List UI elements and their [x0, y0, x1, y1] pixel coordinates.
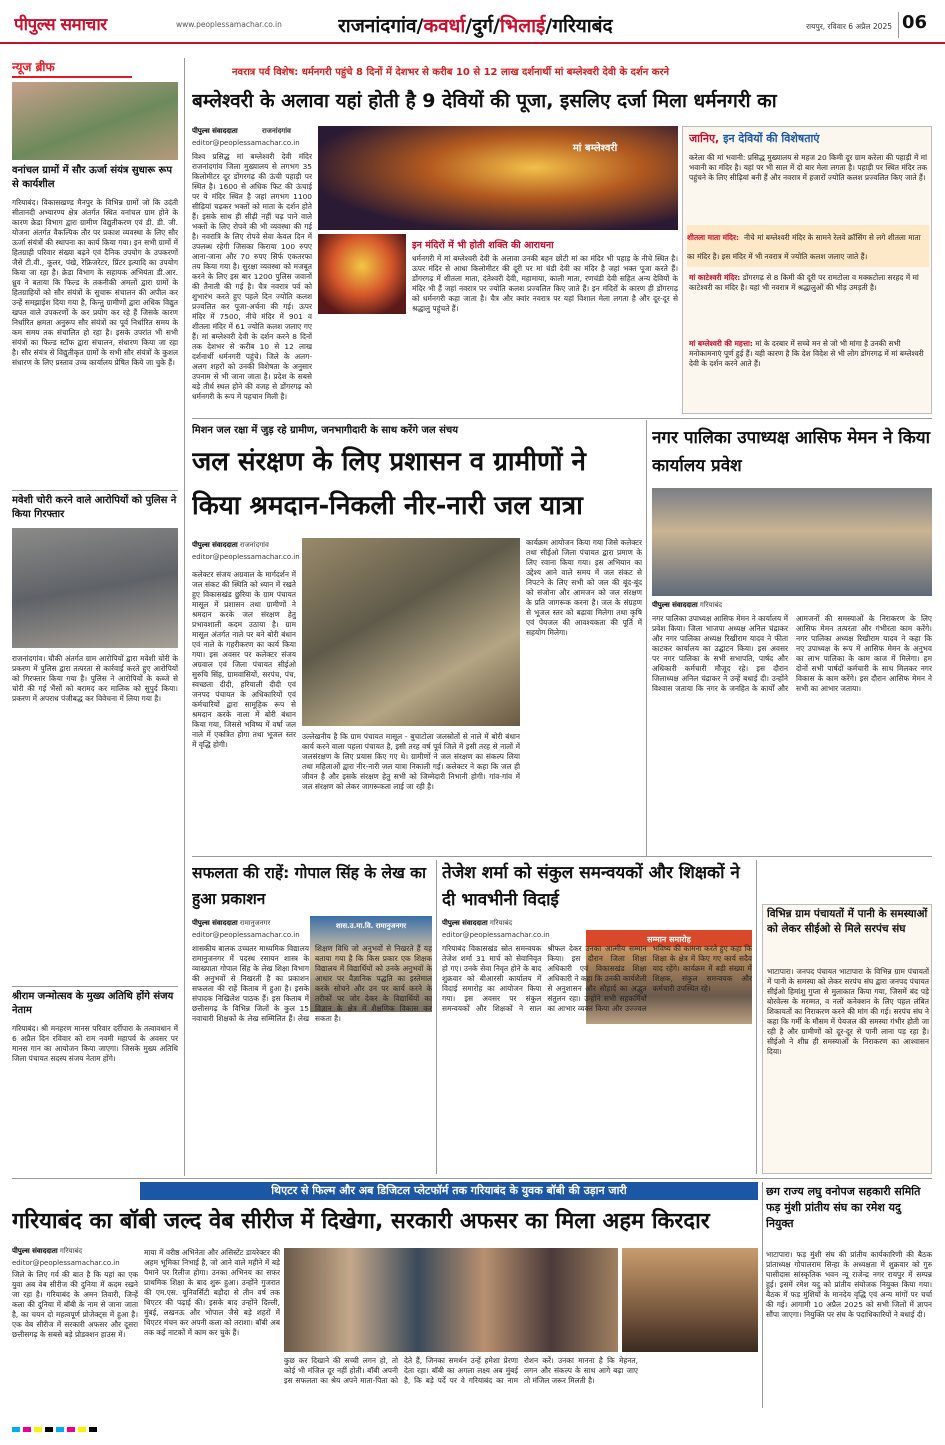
features-p4: मां के दरबार में सच्चे मन से जो भी मांगा है उनकी सभी मनोकामनाएं पूर्ण हुई हैं। यही कारण है कि देश विदेश से भी लोग डोंगरगढ़ में मां बम्लेश्वरी देवी के दर्शन करने आते हैं। — [689, 339, 924, 368]
a5-email: editor@peoplessamachar.co.in — [442, 931, 550, 939]
a2-body-1: कलेक्टर संजय अग्रवाल के मार्गदर्शन में जल संकट की स्थिति को ध्यान में रखते हुए विकासखंड छुरिया के ग्राम पंचायत मासूल में प्रशासन तथा ग्रामीणों ने श्रमदान करके जल संरक्षण हेतु प्रभावशाली कदम उठाया है। ग्राम मासूल अंतर्गत नाले पर बने बोरी बंधान एवं नाले के गहरीकरण का कार्य किया गया। इस अवसर पर कलेक्टर संजय अग्रवाल एवं जिला पंचायत सीईओ सुरुचि सिंह, ग्रामवासियों, सरपंच, पंच, स्वच्छता दीदी, हरियाली दीदी एवं जनपद पंचायत के अधिकारियों एवं कर्मचारियों द्वारा सामूहिक रूप से श्रमदान करके नाला में बोरी बंधान किया गया, जिससे भविष्य में वर्षा जल नाले में एकत्रित होगा तथा भूजल स्तर में वृद्धि होगी। — [192, 570, 296, 749]
features-box-title-b: इन देवियों की विशेषताएं — [723, 132, 820, 145]
city-4: भिलाई — [499, 15, 546, 37]
a3-body: नगर पालिका उपाध्यक्ष आसिफ मेमन ने कार्यालय में प्रवेश किया। जिला भाजपा अध्यक्ष अनिल चंद्राकर और नगर पालिका अध्यक्ष रिखीराम यादव ने फीता काटकर कार्यालय का उद्घाटन किया। इस अवसर पर नगर पालिका के सभी सभापति, पार्षद और अधिकारी कर्मचारी मौजूद रहे। इस दौरान जिलाध्यक्ष अनिल चंद्राकर ने उन्हें बधाई दी। उन्होंने विश्वास जताया कि नगर के जनहित के कार्यों और आमजनों की समस्याओं के निराकरण के लिए आसिफ मेमन तत्परता और गंभीरता काम करेंगे। नगर पालिका अध्यक्ष रिखीराम यादव ने कहा कि नए उपाध्यक्ष के रूप में आसिफ मेमन के अनुभव का लाभ पालिका के काम काज में मिलेगा। हम दोनों सभी पार्षदों कर्मचारी के साथ मिलकर नगर विकास के काम करेंगे। इस दौरान आसिफ मेमन ने सभी का आभार जताया। — [652, 614, 932, 693]
a2-place: राजनांदगांव — [239, 541, 269, 549]
a8-body: भाटापारा। फड़ मुंशी संघ की प्रांतीय कार्यकारिणी की बैठक प्रांताध्यक्ष गोपालराम सिन्हा के अध्यक्षता में शुक्रवार को गुरु घासीदास सांस्कृतिक भवन न्यू राजेन्द्र नगर रायपुर में सम्पन्न हुई। इसमें रमेश यदु को प्रांतीय संयोजक नियुक्त किया गया। बैठक में फड़ मुंशियों के मानदेय वृद्धि एवं अन्य मांगों पर चर्चा की गई। आगामी 10 अप्रैल 2025 को सभी जिलों में ज्ञापन सौंपा जाएगा। नियुक्ति पर संघ के पदाधिकारियों ने बधाई दी। — [766, 1250, 932, 1319]
city-1: राजनांदगांव — [338, 15, 417, 37]
city-5: गरियाबंद — [552, 15, 613, 37]
a5-byline — [442, 918, 642, 928]
a5-byline-name: पीपुल्स संवाददाता — [442, 919, 488, 927]
a7-place: गरियाबंद — [59, 1247, 83, 1255]
brief-1-title: वनांचल ग्रामों में सौर ऊर्जा संयंत्र सुधारू रूप से कार्यशील — [12, 165, 173, 190]
top-kicker: नवरात्र पर्व विशेष: धर्मनगरी पहुंचे 8 दिनों में देशभर से करीब 10 से 12 लाख दर्शनार्थी मां बम्लेश्वरी देवी के दर्शन करने — [232, 67, 670, 78]
a4-byline-name: पीपुल्स संवाददाता — [192, 919, 238, 927]
a2-byline-name: पीपुल्स संवाददाता — [192, 541, 238, 549]
a1-subhead: इन मंदिरों में भी होती शक्ति की आराधना — [412, 240, 554, 251]
a1-banner: मां बम्लेश्वरी — [572, 143, 618, 154]
news-brief-sidebar — [12, 58, 178, 1176]
brief-1-text: गरियाबंद। विकासखण्ड मैनपुर के विभिन्न ग्रामों जो कि उदंती सीतानदी अभ्यारण्य क्षेत्र अंतर्गत स्थित वनांचल ग्राम होने के कारण क्रेडा विभाग द्वारा ग्रामीण विद्युतीकरण एवं डी. डी. जी. योजना अंतर्गत वैकल्पिक तौर पर प्रकाश व्यवस्था के लिए सौर ऊर्जा संयंत्रों की स्थापना का कार्य किया गया। इन सभी ग्रामों में हितग्राही परिवार संख्या बढ़ने एवं दैनिक उपयोग के उपकरणों जैसे टी.वी., कूलर, पंखे, रेफ्रिजरेटर, प्रिंटर इत्यादि का उपयोग किया जा रहा है। क्रेडा विभाग के सहायक अभियंता डी.आर. ध्रुव ने बताया कि फिल्ड के तकनीकी अमलों द्वारा ग्रामों के हितग्राहियों को सौर संयंत्रों के सुचारू संचालन की अपील कर उन्हें समझाईश दिया गया है, किन्तु ग्रामीणों द्वारा अधिक विद्युत खपत वाले उपकरणों के कर प्रयोग कर रहे हैं जिसके कारण निर्धारित क्षमता अनुरूप सौर संयंत्रों का पूर्व निर्धारित समय के कम समय तक संचालित हो रहा है। इसके उपरांत भी सभी संयंत्रों का फिल्ड स्टॉफ द्वारा संचालन, संधारण किया जा रहा है। सौर संयंत्र से विद्युतीकृत ग्रामों के सभी सौर संयंत्रों के कुशल संधारण के लिए प्रस्ताव उच्च कार्यालय प्रेषित किये जा चुके हैं। — [12, 198, 178, 367]
features-box-title — [689, 131, 929, 149]
a2-shramdaan-photo — [302, 538, 520, 726]
a5-photo-banner: सम्मान समारोह — [647, 935, 691, 944]
masthead-url: www.peoplessamachar.co.in — [176, 20, 282, 29]
a5-place: गरियाबंद — [489, 919, 513, 927]
a3-office-photo — [652, 488, 932, 596]
features-h2: शीतला माता मंदिर: — [687, 233, 739, 242]
a2-body-3: कार्यक्रम आयोजन किया गया जिसे कलेक्टर तथा सीईओ जिला पंचायत द्वारा प्रमाण के लिए रवाना किया गया। इस अभियान का उद्देश्य आने वाले समय में जल संकट से निपटने के लिए सभी को जल की बूंद-बूंद को संजोना और आमजन को जल संरक्षण के प्रति जागरूक करना है। जल के संग्रहण से भूजल स्तर को बढ़ावा मिलेगा तथा कृषि एवं पेयजल की आवश्यकता की पूर्ति में सहयोग मिलेगा। — [526, 538, 642, 637]
a1-goddess-photo — [318, 234, 406, 314]
solar-women-photo — [12, 82, 178, 160]
accused-photo — [12, 528, 178, 648]
a5-headline: तेजेश शर्मा को संकुल समन्वयकों और शिक्षकों ने दी भावभीनी विदाई — [442, 863, 740, 910]
features-h4: मां बम्लेश्वरी की महत्ता: — [689, 339, 753, 348]
a1-email: editor@peoplessamachar.co.in — [192, 139, 300, 147]
a2-body-2: उल्लेखनीय है कि ग्राम पंचायत मासूल - बुचाटोला जलस्रोतों से नाले में बोरी बंधान कार्य करने वाला पहला पंचायत है, इसी तरह वर्ष पूर्व जिले में इसी तरह से नालों में जलसंरक्षण के लिए प्रयास किए गए थे। ग्रामीणों ने जल संरक्षण का संकल्प लिया तथा महिलाओं द्वारा नीर-नारी जल यात्रा निकाली गई। कलेक्टर ने कहा कि जल ही जीवन है और इसके संरक्षण हेतु सभी को जिम्मेदारी निभानी होगी। गांव-गांव में जल संरक्षण को लेकर जागरूकता लाई जा रही है। — [302, 732, 520, 791]
a1-place: राजनांदगांव — [262, 127, 291, 135]
a3-headline: नगर पालिका उपाध्यक्ष आसिफ मेमन ने किया कार्यालय प्रवेश — [652, 428, 931, 476]
a3-byline — [652, 600, 852, 610]
dateline: रायपुर, रविवार 6 अप्रैल 2025 — [806, 22, 892, 31]
a2-headline: जल संरक्षण के लिए प्रशासन व ग्रामीणों ने किया श्रमदान-निकली नीर-नारी जल यात्रा — [192, 447, 586, 521]
city-strip: राजनांदगांव/कवर्धा/दुर्ग/भिलाई/गरियाबंद — [338, 15, 613, 37]
a2-kicker: मिशन जल रक्षा में जुड़ रहे ग्रामीण, जनभागीदारी के साथ करेंगे जल संचय — [192, 425, 459, 436]
brief-2-title: मवेशी चोरी करने वाले आरोपियों को पुलिस ने किया गिरफ्तार — [12, 495, 177, 520]
a4-email: editor@peoplessamachar.co.in — [192, 931, 300, 939]
features-p1: करेला की मां भवानी: प्रसिद्ध मुख्यालय से महज 20 किमी दूर ग्राम करेला की पहाड़ी में मां भवानी का मंदिर है। यहां पर भी साल में दो बार मेला लगता है। पहाड़ी पर स्थित मंदिर तक पहुंचने के लिए सीढ़ियां बनी हैं और नवरात्र में हजारों ज्योति कलश प्रज्वलित किए जाते हैं। — [689, 153, 927, 182]
a7-email: editor@peoplessamachar.co.in — [12, 1259, 120, 1267]
print-registration-bar — [12, 1420, 932, 1432]
a7-headline: गरियाबंद का बॉबी जल्द वेब सीरीज में दिखेगा, सरकारी अफसर का मिला अहम किरदार — [12, 1209, 710, 1234]
a3-byline-name: पीपुल्स संवाददाता — [652, 601, 698, 609]
a1-byline-name: पीपुल्स संवाददाता — [192, 127, 238, 135]
a7-byline-name: पीपुल्स संवाददाता — [12, 1247, 58, 1255]
brief-3-text: गरियाबंद। श्री मनहरण मानस परिवार दर्रीपारा के तत्वावधान में 6 अप्रैल दिन रविवार को राम नवमी महापर्व के अवसर पर मानस गान का आयोजन किया जाएगा। जिसके मुख्य अतिथि जिला पंचायत सदस्य संजय नेताम होंगे। — [12, 1024, 178, 1063]
a1-body: विश्व प्रसिद्ध मां बम्लेश्वरी देवी मंदिर राजनांदगांव जिला मुख्यालय से लगभग 35 किलोमीटर दूर डोंगरगढ़ की ऊंची पहाड़ी पर स्थित है। 1600 से अधिक फिट की ऊंचाई पर ये मंदिर स्थित है जहां लगभग 1100 सीढ़ियां चढ़कर भक्तों को माता के दर्शन होते हैं। इसके साथ ही सीढ़ी नहीं चढ़ पाने वाले भक्तों के लिए रोपवे की भी व्यवस्था की गई है। नवरात्रि के लिए रोपवे सेवा केवल दिन में उपलब्ध रहेगी जिसका किराया 100 रुपए आना-जाना और 70 रुपए सिर्फ एकतरफा तय किया गया है। सुरक्षा व्यवस्था को मजबूत करने के लिए इस बार 1200 पुलिस जवानों की तैनाती की गई है। चैत्र नवरात्र पर्व को शुभारंभ करते हुए पहले दिन ज्योति कलश प्रज्वलित कर पूजा-अर्चना की गई। ऊपर मंदिर में 7500, नीचे मंदिर में 901 व शीतला मंदिर में 61 ज्योति कलश जलाए गए हैं। मां बम्लेश्वरी देवी के दर्शन करने 8 दिनों तक देशभर से करीब 10 से 12 लाख दर्शनार्थी धर्मनगरी पहुंचे। जिले के अलग-अलग शहरों को उनकी विशेषता के अनुसार उपनाम से भी जाना जाता है। प्रदेश के सबसे बड़े तीर्थ स्थल होने की वजह से डोंगरगढ़ को धर्मनगरी के रूप में पहचान मिली है। — [192, 152, 312, 401]
a7-actor-photos — [284, 1248, 618, 1352]
a1-features-box — [682, 126, 932, 414]
features-p2: नीचे मां बम्लेश्वरी मंदिर के सामने रेलवे क्रॉसिंग से लगे शीतला माता का मंदिर है। इस मंदिर में भी नवरात्र में ज्योति कलश जलाए जाते हैं। — [687, 233, 921, 261]
masthead — [0, 0, 945, 44]
page-number: 06 — [898, 12, 930, 38]
a4-place: रामानुजनगर — [239, 919, 271, 927]
a7-portrait-photo — [622, 1248, 758, 1352]
a1-subtext: धर्मनगरी में मां बम्लेश्वरी देवी के अलावा उनकी बहन छोटी मां का मंदिर भी पहाड़ के नीचे स्थित है। ऊपर मंदिर से आधा किलोमीटर की दूरी पर मां चंडी देवी का मंदिर है जहां भक्त पूजा करते हैं। डोंगरगढ़ में शीतला माता, दंतेश्वरी देवी, महामाया, काली माता, रणचंडी देवी सहित अन्य देवियों के मंदिर भी हैं जहां नवरात्र पर ज्योति कलश प्रज्वलित किए जाते हैं। इन मंदिरों के कारण ही डोंगरगढ़ को धर्मनगरी कहा जाता है। चैत्र और क्वांर नवरात्र पर यहां विशाल मेला लगता है और दूर-दूर से श्रद्धालु पहुंचते हैं। — [412, 254, 678, 313]
features-h3: मां काटेश्वरी मंदिर: — [689, 273, 741, 282]
a8-headline: छग राज्य लघु वनोपज सहकारी समिति फड़ मुंशी प्रांतीय संघ का रमेश यदु नियुक्त — [766, 1185, 921, 1230]
brief-2-text: राजनांदगांव। चौकी अंतर्गत ग्राम आरोपियों द्वारा मवेशी चोरी के प्रकरण में पुलिस द्वारा तत्परता से कार्रवाई करते हुए आरोपियों को गिरफ्तार किया गया है। पुलिस ने आरोपियों के कब्जे से चोरी की गई भैंसों को बरामद कर मालिक को सुपुर्द किया। प्रकरण में अपराध पंजीबद्ध कर विवेचना में लिया गया है। — [12, 654, 178, 703]
features-p3-box — [689, 273, 927, 333]
a7-body-3: कुछ कर दिखाने की सच्ची लगन हो, तो कोई भी मंजिल दूर नहीं होती। बॉबी अपनी इस सफलता का श्रेय अपने माता-पिता को देते हैं, जिनका समर्थन उन्हें हमेशा प्रेरणा देता रहा। बॉबी का अगला लक्ष्य अब मुंबई है, कि बड़े पर्दे पर वे गरियाबंद का नाम रोशन करें। उनका मानना है कि मेहनत, लगन और संकल्प के साथ आगे बढ़ा जाए तो मंजिल जरूर मिलती है। — [284, 1356, 638, 1385]
news-brief-tag: न्यूज ब्रीफ — [12, 58, 132, 78]
a4-school-board: शास.उ.मा.वि. रामानुजनगर — [335, 922, 407, 930]
city-3: दुर्ग — [472, 15, 493, 37]
a1-headline: बम्लेश्वरी के अलावा यहां होती है 9 देवियों की पूजा, इसलिए दर्जा मिला धर्मनगरी का — [192, 90, 777, 112]
a2-byline — [192, 540, 302, 550]
city-2: कवर्धा — [423, 15, 466, 37]
features-box-title-a: जानिए, — [689, 132, 720, 145]
a6-headline: विभिन्न ग्राम पंचायतों में पानी के समस्याओं को लेकर सीईओ से मिले सरपंच संघ — [767, 908, 928, 935]
brand-name: पीपुल्स समाचार — [14, 15, 107, 35]
a4-body: शासकीय बालक उच्चतर माध्यमिक विद्यालय रामानुजनगर में पदस्थ रसायन शास्त्र के व्याख्याता गोपाल सिंह के लेख शिक्षा विभाग की अनुभवों से निखरती है का प्रकाशन सफलता की राहें किताब में हुआ है। इसके संपादक निखिलेश पाठक हैं। इस किताब में छत्तीसगढ़ के विभिन्न जिलों के कुल 15 नवाचारी शिक्षकों के लेख सम्मिलित हैं। लेख शिक्षण विधि जो अनुभवों से निखरते हैं यह बताया गया है कि किस प्रकार एक शिक्षक विद्यालय में विद्यार्थियों को उनके अनुभवों के आधार पर वैज्ञानिक पद्धति का इस्तेमाल करके सोचने और उन पर कार्य करने के तरीकों पर जोर देकर के विद्यार्थियों का विज्ञान के क्षेत्र में शैक्षणिक विकास कर सकता है। — [192, 944, 432, 1023]
a7-body-1: जिले के लिए गर्व की बात है कि यहां का एक युवा अब वेब सीरीज की दुनिया में कदम रखने जा रहा है। गरियाबंद के अमन तिवारी, जिन्हें कला की दुनिया में बॉबी के नाम से जाना जाता है, का चयन दो महत्वपूर्ण प्रोजेक्ट्स में हुआ है। एक वेब सीरीज में सरकारी अफसर और दूसरा छत्तीसगढ़ के सबसे बड़े प्रोडक्शन हाउस में। — [12, 1270, 138, 1339]
a3-place: गरियाबंद — [699, 601, 723, 609]
a6-body: भाटापारा। जनपद पंचायत भाटापारा के विभिन्न ग्राम पंचायतों में पानी के समस्या को लेकर सरपंच संघ द्वारा जनपद पंचायत सीईओ हिमांशु गुप्ता से मुलाकात किया गया, जिसमें बंद पड़े बोरवेल्स के मरम्मत, व नलों कनेक्शन के लिए पहल लंबित शिकायतों का निराकरण करने की मांग की गई। सरपंच संघ ने कहा कि गर्मी के मौसम में पेयजल की समस्या गंभीर होती जा रही है और ग्रामीणों को दूर-दूर से पानी लाना पड़ रहा है। सीईओ ने शीघ्र ही समस्याओं के निराकरण का आश्वासन दिया। — [767, 967, 929, 1056]
a4-headline: सफलता की राहें: गोपाल सिंह के लेख का हुआ प्रकाशन — [192, 864, 427, 908]
brand-logo — [14, 12, 164, 36]
a5-body: गरियाबंद विकासखंड स्रोत समन्वयक तेजेश शर्मा 31 मार्च को सेवानिवृत हो गए। उनके सेवा निवृत होने के बाद शुक्रवार को बीआरसी कार्यालय में विदाई समारोह का आयोजन किया गया। इस अवसर पर संकुल समन्वयकों और शिक्षकों ने साल श्रीफल देकर उनका आत्मीय सम्मान किया। इस दौरान जिला शिक्षा अधिकारी एवं विकासखंड शिक्षा अधिकारी ने कहा कि उनकी कार्यशैली से अनुशासन और सौहार्द का अद्भुत संतुलन रहा। उन्होंने सभी सहकर्मियों का आभार व्यक्त किया और उज्ज्वल भविष्य की कामना करते हुए कहा कि शिक्षा के क्षेत्र में किए गए कार्य सदैव याद रहेंगे। कार्यक्रम में बड़ी संख्या में शिक्षक, संकुल समन्वयक और कर्मचारी उपस्थित रहे। — [442, 944, 752, 1013]
features-p3: डोंगरगढ़ से 8 किमी की दूरी पर रामटोला व मक्कटोला सरहद में मां काटेश्वरी का मंदिर है। यहां भी नवरात्र में श्रद्धालुओं की भीड़ उमड़ती है। — [689, 273, 919, 292]
brief-3-title: श्रीराम जन्मोत्सव के मुख्य अतिथि होंगे संजय नेताम — [12, 991, 174, 1016]
features-p2-box — [687, 225, 929, 267]
a7-kicker: थिएटर से फिल्म और अब डिजिटल प्लेटफॉर्म तक गरियाबंद के युवक बॉबी की उड़ान जारी — [140, 1182, 758, 1200]
a2-email: editor@peoplessamachar.co.in — [192, 553, 300, 561]
features-p4-box — [689, 339, 927, 409]
a6-box — [762, 904, 932, 1174]
a7-body-2: माया में वरीष्ठ अभिनेता और असिस्टेंट डायरेक्टर की अहम भूमिका निभाई है, जो आने वाले महीने में बड़े पैमाने पर रिलीज होगा। उनका अभिनय का सफर प्राथमिक शिक्षा के बाद शुरू हुआ। उन्होंने गुजरात की एम.एस. यूनिवर्सिटी बड़ौदा से तीन वर्ष तक थिएटर की पढ़ाई की। इसके बाद उन्होंने दिल्ली, मुंबई, लखनऊ और भोपाल जैसे बड़े शहरों में थिएटर मंचन कर अपनी कला को तराशा। बॉबी अब तक कई नाटकों में काम कर चुके हैं। — [144, 1248, 280, 1337]
